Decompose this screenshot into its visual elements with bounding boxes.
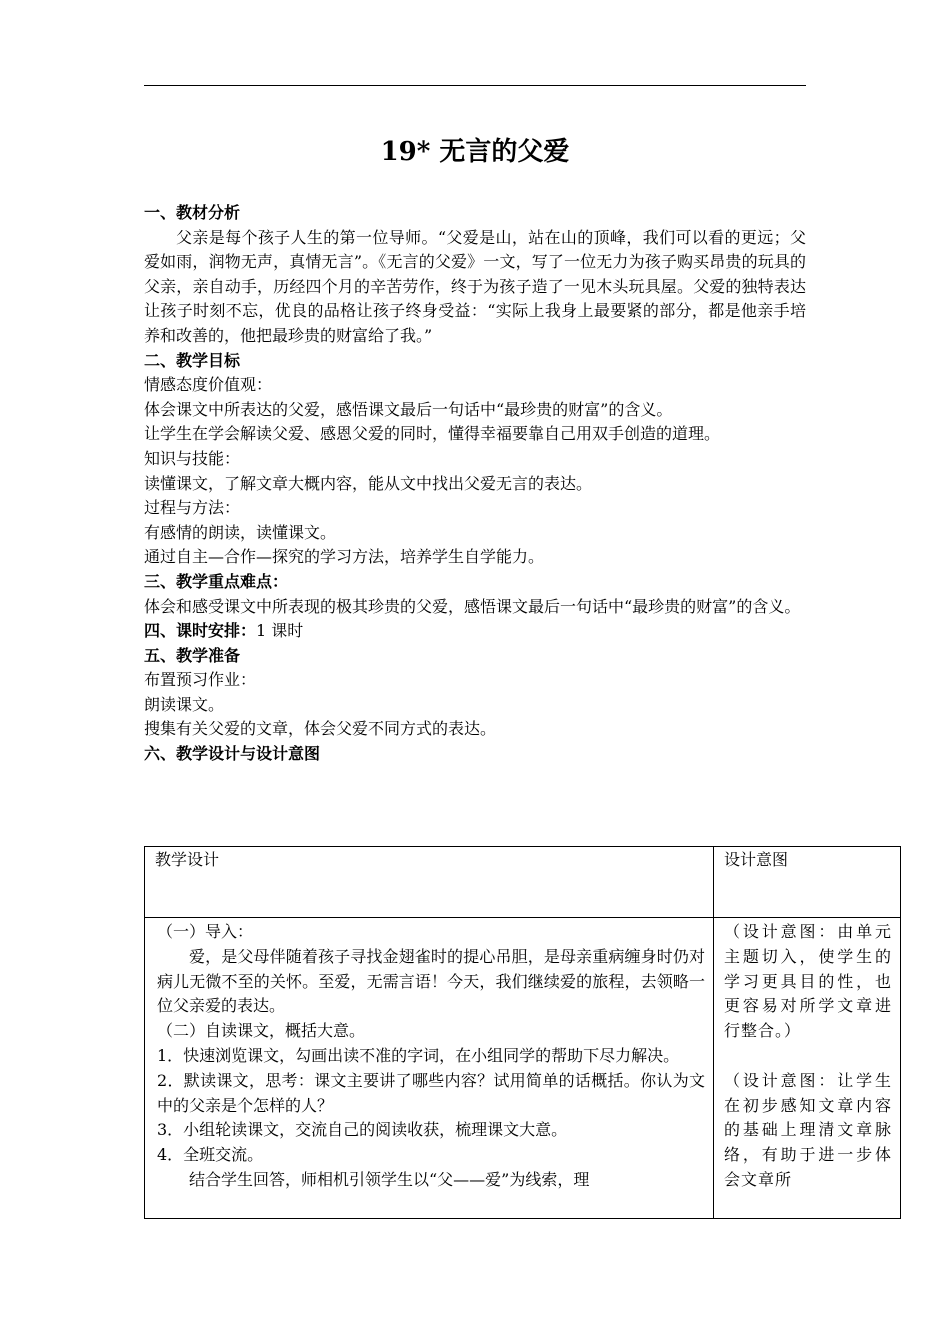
intent-paragraph: （设计意图：让学生在初步感知文章内容的基础上理清文章脉络，有助于进一步体会文章所 (724, 1070, 892, 1189)
goal-text: 通过自主—合作—探究的学习方法，培养学生自学能力。 (144, 547, 545, 567)
schedule-line (144, 619, 806, 644)
header-cell-design: 教学设计 (145, 847, 714, 918)
section-heading-5: 五、教学准备 (144, 645, 241, 665)
table-row (145, 918, 901, 1219)
section-heading-3: 三、教学重点难点： (144, 571, 289, 591)
design-paragraph: （一）导入： (157, 922, 254, 941)
goal-text: 体会课文中所表达的父爱，感悟课文最后一句话中“最珍贵的财富”的含义。 (144, 399, 673, 419)
section-heading-2: 二、教学目标 (144, 350, 241, 370)
goal-text: 让学生在学会解读父爱、感恩父爱的同时，懂得幸福要靠自己用双手创造的道理。 (144, 424, 721, 444)
design-paragraph: 2．默读课文，思考：课文主要讲了哪些内容？试用简单的话概括。你认为文中的父亲是个怎样的人？ (157, 1070, 705, 1115)
table-header-row (145, 847, 901, 918)
section-heading-1: 一、教材分析 (144, 203, 241, 222)
prep-text: 搜集有关父爱的文章，体会父爱不同方式的表达。 (144, 719, 497, 739)
design-paragraph: 结合学生回答，师相机引领学生以“父——爱”为线索，理 (189, 1169, 590, 1189)
intent-paragraph: （设计意图：由单元主题切入，使学生的学习更具目的性，也更容易对所学文章进行整合。） (724, 922, 892, 1041)
design-paragraph: 3．小组轮读课文，交流自己的阅读收获，梳理课文大意。 (157, 1120, 568, 1140)
page-title: 19* 无言的父爱 (380, 137, 570, 167)
goal-label-attitude: 情感态度价值观： (144, 375, 273, 395)
header-rule (144, 85, 806, 86)
design-paragraph: 1．快速浏览课文，勾画出读不准的字词，在小组同学的帮助下尽力解决。 (157, 1045, 680, 1065)
prep-label: 布置预习作业： (144, 670, 257, 690)
intent-cell (714, 918, 901, 1219)
section-heading-6: 六、教学设计与设计意图 (144, 744, 321, 764)
design-paragraph: （二）自读课文，概括大意。 (157, 1021, 366, 1041)
goal-label-process: 过程与方法： (144, 498, 241, 518)
design-table (144, 846, 901, 1219)
document-body (144, 201, 806, 767)
goal-text: 有感情的朗读，读懂课文。 (144, 522, 337, 542)
goal-text: 读懂课文，了解文章大概内容，能从文中找出父爱无言的表达。 (144, 473, 593, 493)
schedule-value: 1 课时 (256, 621, 304, 641)
prep-text: 朗读课文。 (144, 694, 225, 714)
design-cell (145, 918, 714, 1219)
header-cell-intent: 设计意图 (714, 847, 901, 918)
textbook-analysis-paragraph: 父亲是每个孩子人生的第一位导师。“父爱是山，站在山的顶峰，我们可以看的更远；父爱如雨，润物无声，真情无言”。《无言的父爱》一文，写了一位无力为孩子购买昂贵的玩具的父亲，亲自动手，历经四个月的辛苦劳作，终于为孩子造了一见木头玩具屋。父爱的独特表达让孩子时刻不忘，优良的品格让孩子终身受益：“实际上我身上最要紧的部分，都是他亲手培养和改善的，他把最珍贵的财富给了我。” (144, 227, 806, 345)
design-paragraph: 爱，是父母伴随着孩子寻找金翅雀时的提心吊胆，是母亲重病缠身时仍对病儿无微不至的关怀。至爱，无需言语！今天，我们继续爱的旅程，去领略一位父亲爱的表达。 (157, 946, 705, 1016)
goal-label-knowledge: 知识与技能： (144, 448, 241, 468)
intent-spacer (724, 1044, 892, 1069)
section-heading-4: 四、课时安排： (144, 621, 257, 641)
design-paragraph: 4．全班交流。 (157, 1145, 264, 1165)
key-points-text: 体会和感受课文中所表现的极其珍贵的父爱，感悟课文最后一句话中“最珍贵的财富”的含义。 (144, 596, 801, 616)
